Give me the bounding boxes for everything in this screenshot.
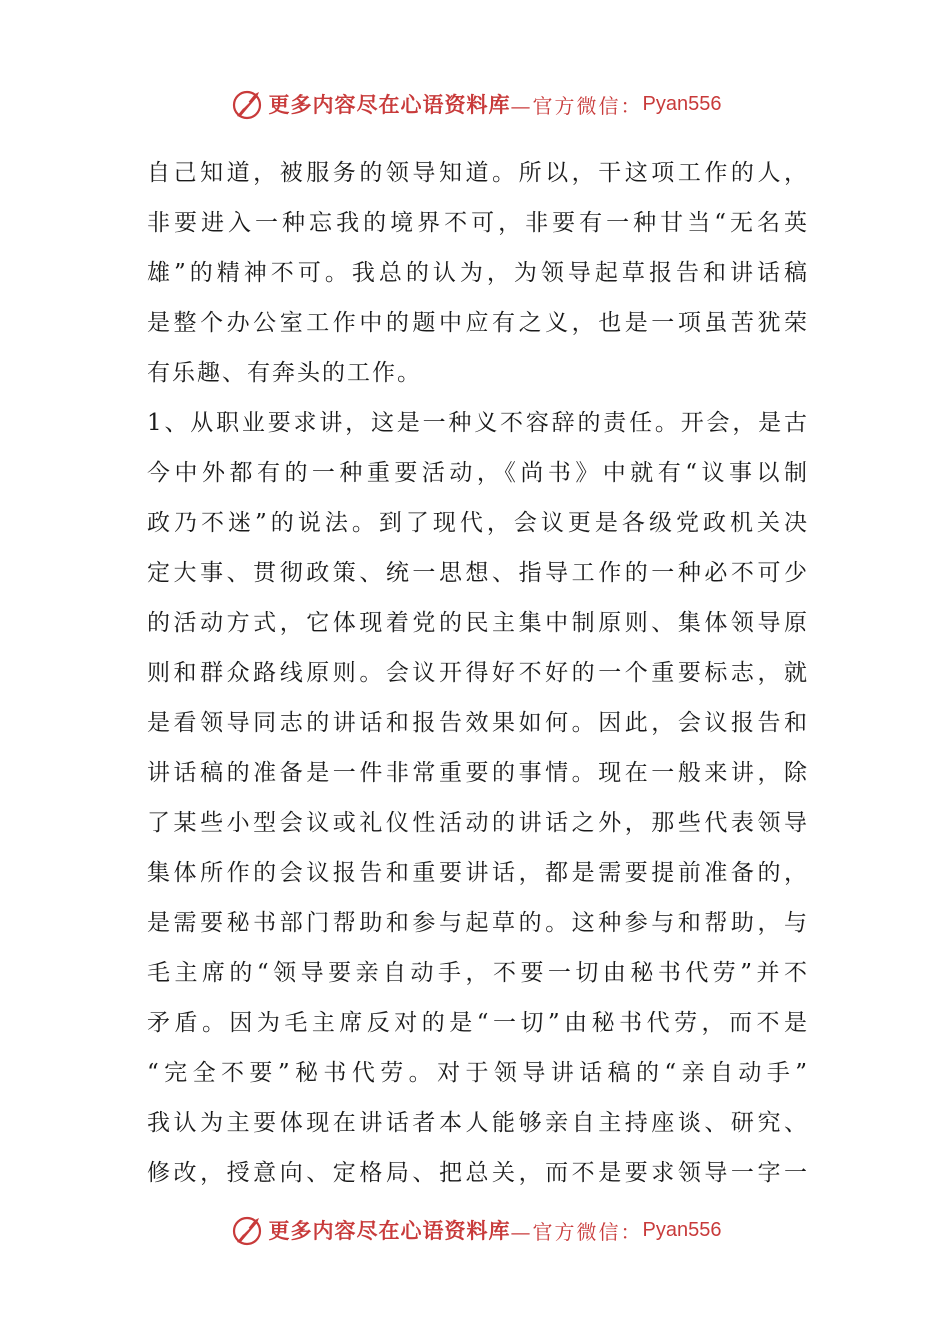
watermark-brand: 更多内容尽在心语资料库: [268, 92, 511, 117]
body-line: 了某些小型会议或礼仪性活动的讲话之外，那些代表领导: [147, 810, 807, 836]
body-line: 今中外都有的一种重要活动，《尚书》中就有“议事以制: [147, 460, 807, 486]
body-line: 政乃不迷”的说法。到了现代，会议更是各级党政机关决: [147, 510, 807, 536]
watermark-brand: 更多内容尽在心语资料库: [268, 1218, 511, 1243]
document-body: [147, 148, 807, 1198]
quill-pen-logo-icon: [229, 86, 265, 122]
body-line: 集体所作的会议报告和重要讲话，都是需要提前准备的，: [147, 860, 807, 886]
watermark-separator: —官方微信：: [510, 93, 643, 118]
body-line: 讲话稿的准备是一件非常重要的事情。现在一般来讲，除: [147, 760, 807, 786]
watermark-separator: —官方微信：: [510, 1219, 643, 1244]
body-line: 非要进入一种忘我的境界不可，非要有一种甘当“无名英: [147, 210, 807, 236]
body-line: 1、从职业要求讲，这是一种义不容辞的责任。开会，是古: [147, 410, 807, 436]
watermark-wechat-id: Pyan556: [642, 1218, 722, 1241]
body-line: 是看领导同志的讲话和报告效果如何。因此，会议报告和: [147, 710, 807, 736]
body-line: 自己知道，被服务的领导知道。所以，干这项工作的人，: [147, 160, 807, 186]
body-line: 矛盾。因为毛主席反对的是“一切”由秘书代劳，而不是: [147, 1010, 807, 1036]
header-watermark: [0, 84, 950, 124]
body-line: 的活动方式，它体现着党的民主集中制原则、集体领导原: [147, 610, 807, 636]
body-line: 定大事、贯彻政策、统一思想、指导工作的一种必不可少: [147, 560, 807, 586]
body-line: 则和群众路线原则。会议开得好不好的一个重要标志，就: [147, 660, 807, 686]
body-line: 雄”的精神不可。我总的认为，为领导起草报告和讲话稿: [147, 260, 807, 286]
body-line: 有乐趣、有奔头的工作。: [147, 360, 422, 386]
body-line: 是需要秘书部门帮助和参与起草的。这种参与和帮助，与: [147, 910, 807, 936]
footer-watermark: [0, 1210, 950, 1250]
quill-pen-logo-icon: [229, 1212, 265, 1248]
body-line: “完全不要”秘书代劳。对于领导讲话稿的“亲自动手”: [147, 1060, 807, 1086]
watermark-wechat-id: Pyan556: [642, 92, 722, 115]
body-line: 是整个办公室工作中的题中应有之义，也是一项虽苦犹荣: [147, 310, 807, 336]
body-line: 我认为主要体现在讲话者本人能够亲自主持座谈、研究、: [147, 1110, 807, 1136]
body-line: 修改，授意向、定格局、把总关，而不是要求领导一字一: [147, 1160, 807, 1186]
body-line: 毛主席的“领导要亲自动手，不要一切由秘书代劳”并不: [147, 960, 807, 986]
